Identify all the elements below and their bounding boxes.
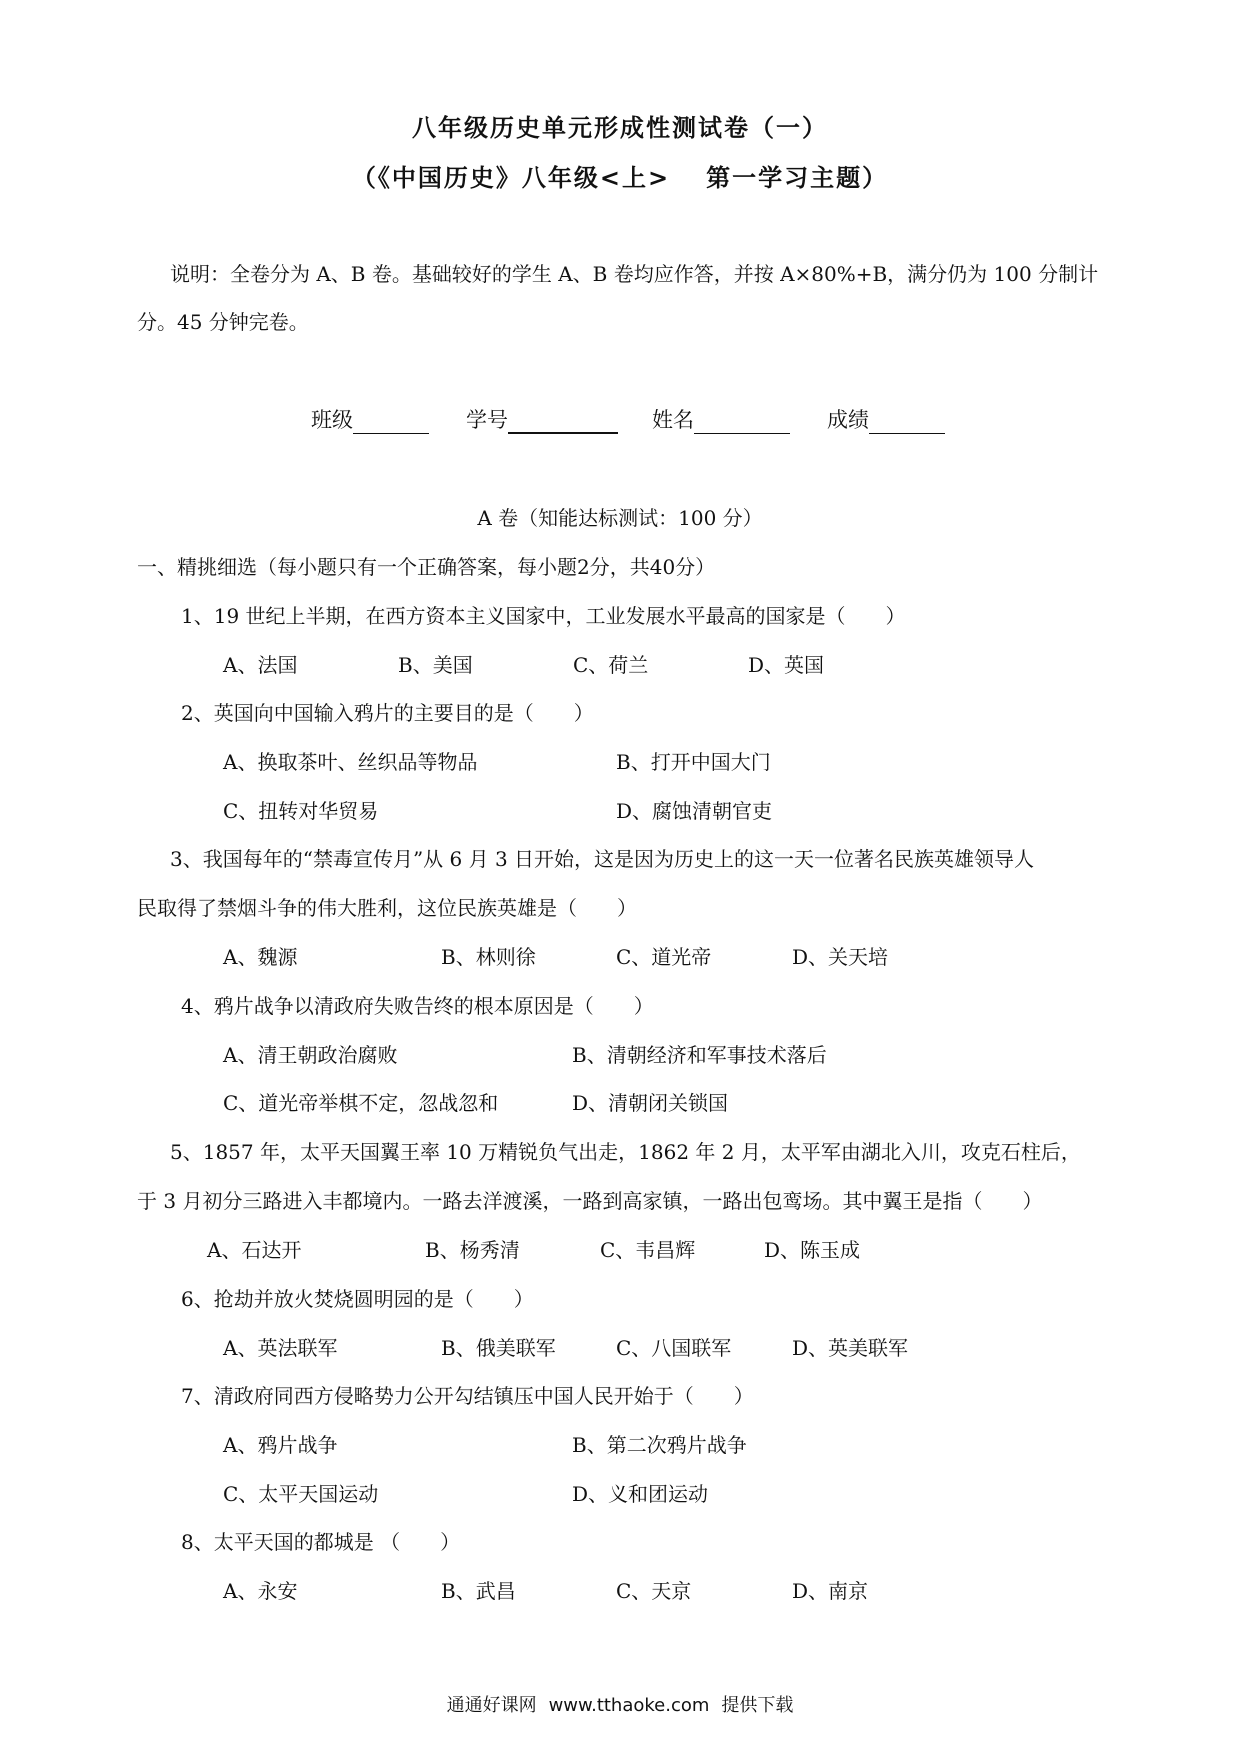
instructions-line-2: 分。45 分钟完卷。	[137, 310, 309, 334]
q3-option-b[interactable]: B、林则徐	[441, 945, 536, 969]
q8-option-a[interactable]: A、永安	[223, 1579, 298, 1603]
q2-option-c[interactable]: C、扭转对华贸易	[223, 799, 379, 823]
q4-option-c[interactable]: C、道光帝举棋不定，忽战忽和	[223, 1091, 499, 1115]
section-a-title: A 卷（知能达标测试：100 分）	[477, 506, 763, 530]
question-3-line-2: 民取得了禁烟斗争的伟大胜利，这位民族英雄是（ ）	[137, 896, 637, 920]
student-id-label: 学号	[466, 408, 508, 432]
exam-title: 八年级历史单元形成性测试卷（一）	[412, 114, 828, 142]
question-6: 6、抢劫并放火焚烧圆明园的是（ ）	[181, 1287, 534, 1311]
q8-option-d[interactable]: D、南京	[792, 1579, 869, 1603]
q1-option-a[interactable]: A、法国	[223, 653, 298, 677]
q2-option-a[interactable]: A、换取茶叶、丝织品等物品	[223, 750, 478, 774]
footer-url-link[interactable]: www.tthaoke.com	[548, 1695, 710, 1716]
q7-option-c[interactable]: C、太平天国运动	[223, 1482, 379, 1506]
footer-site-name: 通通好课网	[446, 1695, 537, 1716]
q6-option-a[interactable]: A、英法联军	[223, 1336, 338, 1360]
q5-option-c[interactable]: C、韦昌辉	[600, 1238, 696, 1262]
q7-option-d[interactable]: D、义和团运动	[572, 1482, 709, 1506]
q4-option-d[interactable]: D、清朝闭关锁国	[572, 1091, 729, 1115]
q1-option-b[interactable]: B、美国	[398, 653, 473, 677]
q7-option-a[interactable]: A、鸦片战争	[223, 1433, 338, 1457]
q1-option-d[interactable]: D、英国	[748, 653, 825, 677]
q8-option-c[interactable]: C、天京	[616, 1579, 692, 1603]
instructions-line-1: 说明：全卷分为 A、B 卷。基础较好的学生 A、B 卷均应作答，并按 A×80%+B，满分仍为 100 分制计	[170, 262, 1099, 286]
q6-option-c[interactable]: C、八国联军	[616, 1336, 732, 1360]
question-5-line-2: 于 3 月初分三路进入丰都境内。一路去洋渡溪，一路到高家镇，一路出包鸾场。其中翼王是指（ ）	[137, 1189, 1043, 1213]
q1-option-c[interactable]: C、荷兰	[573, 653, 649, 677]
student-id-blank[interactable]	[508, 410, 618, 434]
question-8: 8、太平天国的都城是 （ ）	[181, 1530, 461, 1554]
student-id-field	[466, 404, 618, 434]
score-field	[827, 404, 945, 434]
question-5-line-1: 5、1857 年，太平天国翼王率 10 万精锐负气出走，1862 年 2 月，太平军由湖北入川，攻克石柱后，	[170, 1140, 1081, 1164]
q2-option-b[interactable]: B、打开中国大门	[616, 750, 771, 774]
question-3-line-1: 3、我国每年的“禁毒宣传月”从 6 月 3 日开始，这是因为历史上的这一天一位著名民族英雄领导人	[170, 847, 1035, 871]
question-1: 1、19 世纪上半期，在西方资本主义国家中，工业发展水平最高的国家是（ ）	[181, 604, 906, 628]
question-2: 2、英国向中国输入鸦片的主要目的是（ ）	[181, 701, 594, 725]
subtitle-topic: 第一学习主题）	[706, 164, 889, 192]
q5-option-a[interactable]: A、石达开	[207, 1238, 302, 1262]
q3-option-c[interactable]: C、道光帝	[616, 945, 712, 969]
q8-option-b[interactable]: B、武昌	[441, 1579, 516, 1603]
score-label: 成绩	[827, 408, 869, 432]
name-field	[652, 404, 790, 434]
subtitle-book: （《中国历史》八年级<上>	[351, 164, 671, 192]
q6-option-b[interactable]: B、俄美联军	[441, 1336, 556, 1360]
q5-option-b[interactable]: B、杨秀清	[425, 1238, 520, 1262]
q5-option-d[interactable]: D、陈玉成	[764, 1238, 861, 1262]
name-label: 姓名	[652, 408, 694, 432]
download-footer	[0, 1691, 1240, 1717]
q7-option-b[interactable]: B、第二次鸦片战争	[572, 1433, 747, 1457]
class-blank[interactable]	[353, 411, 429, 434]
class-field	[311, 404, 429, 434]
q3-option-d[interactable]: D、关天培	[792, 945, 889, 969]
q2-option-d[interactable]: D、腐蚀清朝官吏	[616, 799, 773, 823]
footer-tail: 提供下载	[721, 1695, 794, 1716]
exam-subtitle	[0, 158, 1240, 193]
q6-option-d[interactable]: D、英美联军	[792, 1336, 909, 1360]
q3-option-a[interactable]: A、魏源	[223, 945, 298, 969]
question-4: 4、鸦片战争以清政府失败告终的根本原因是（ ）	[181, 994, 654, 1018]
q4-option-b[interactable]: B、清朝经济和军事技术落后	[572, 1043, 827, 1067]
score-blank[interactable]	[869, 411, 945, 434]
name-blank[interactable]	[694, 411, 790, 434]
question-7: 7、清政府同西方侵略势力公开勾结镇压中国人民开始于（ ）	[181, 1384, 754, 1408]
class-label: 班级	[311, 408, 353, 432]
part-one-title: 一、精挑细选（每小题只有一个正确答案，每小题2分，共40分）	[137, 555, 716, 579]
q4-option-a[interactable]: A、清王朝政治腐败	[223, 1043, 398, 1067]
